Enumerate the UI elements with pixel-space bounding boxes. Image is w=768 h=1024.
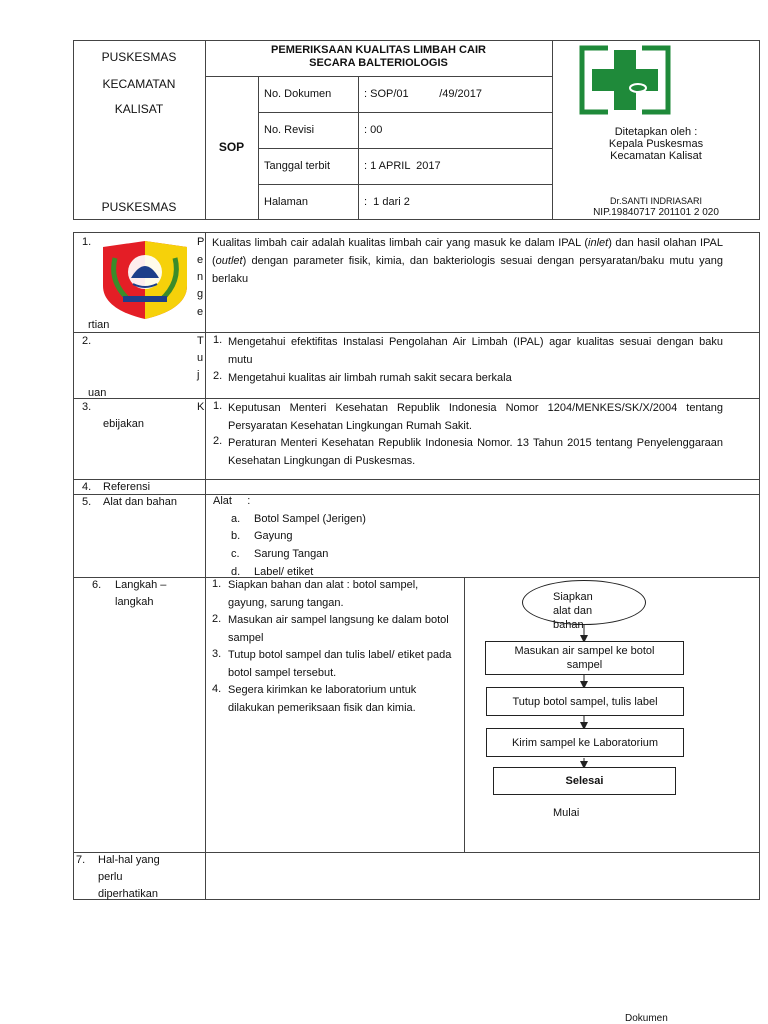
section-7-label-line1: Hal-hal yang — [98, 854, 160, 866]
step-2-text: Masukan air sampel langsung ke dalam botol sampel — [228, 614, 449, 644]
flow-step-1-box: Masukan air sampel ke botol sampel — [485, 641, 684, 675]
section-2-item-1-number: 1. — [213, 334, 223, 346]
meta-label-dokumen: No. Dokumen — [264, 88, 332, 100]
org-name-bottom: PUSKESMAS — [101, 200, 177, 214]
footer-text: Dokumen — [625, 1013, 668, 1024]
step-2-number: 2. — [212, 613, 222, 625]
section-5-label: Alat dan bahan — [103, 496, 178, 508]
section-3-label-tail: ebijakan — [103, 418, 144, 430]
signer-nip: NIP.19840717 201101 2 020 — [593, 207, 719, 218]
section-1-label-char-1: P — [197, 236, 205, 248]
section-1-label-char-3: n — [197, 271, 204, 283]
meta-row-line-3 — [258, 184, 552, 185]
section-5-intro: Alat : — [213, 495, 251, 507]
step-1-text: Siapkan bahan dan alat : botol sampel, gayung, sarung tangan. — [228, 579, 419, 609]
section-3-label-char: K — [197, 401, 205, 413]
section-2-item-2: Mengetahui kualitas air limbah rumah sakit secara berkala — [228, 372, 512, 384]
meta-value-revisi: : 00 — [364, 124, 383, 136]
step-4-number: 4. — [212, 683, 222, 695]
step-3-text: Tutup botol sampel dan tulis label/ etiket pada botol sampel tersebut. — [228, 649, 452, 679]
flow-end-box: Selesai — [493, 767, 676, 795]
section-2-number: 2. — [82, 335, 92, 347]
meta-label-halaman: Halaman — [264, 196, 309, 208]
document-title-line1: PEMERIKSAAN KUALITAS LIMBAH CAIR — [271, 44, 486, 56]
flow-step-2-box: Tutup botol sampel, tulis label — [486, 687, 684, 716]
org-name-line2: KECAMATAN — [102, 77, 176, 91]
section-6-label-line2: langkah — [115, 596, 154, 608]
sop-label: SOP — [218, 140, 245, 154]
section-2-item-1: Mengetahui efektifitas Instalasi Pengolahan Air Limbah (IPAL) agar kualitas sesuai dengan baku mutu — [228, 336, 723, 366]
section-3-item-1-number: 1. — [213, 400, 223, 412]
meta-value-tanggal: : 1 APRIL 2017 — [364, 160, 441, 172]
jember-crest-icon — [101, 240, 189, 320]
puskesmas-logo-icon — [578, 44, 672, 116]
section-4-number: 4. — [82, 481, 92, 493]
section-3-item-1: Keputusan Menteri Kesehatan Republik Indonesia Nomor 1204/MENKES/SK/X/2004 tentang Persyaratan Kesehatan Lingkungan Rumah Sakit. — [228, 402, 723, 432]
meta-label-tanggal: Tanggal terbit — [264, 160, 331, 172]
meta-value-halaman: : 1 dari 2 — [364, 196, 410, 208]
approval-line3: Kecamatan Kalisat — [610, 150, 702, 162]
org-name-line1: PUSKESMAS — [101, 50, 177, 64]
section-2-label-char-2: u — [197, 352, 204, 364]
section-7-number: 7. — [76, 854, 86, 866]
signer-name: Dr.SANTI INDRIASARI — [609, 196, 702, 206]
document-title-line2: SECARA BALTERIOLOGIS — [309, 57, 448, 69]
section-5-item-3-mark: c. — [231, 548, 240, 560]
meta-value-dokumen: : SOP/01 /49/2017 — [364, 88, 483, 100]
section-3-item-2-number: 2. — [213, 435, 223, 447]
flow-start-text: Siapkan alat dan bahan — [553, 591, 593, 631]
approval-line2: Kepala Puskesmas — [608, 138, 704, 150]
section-2-label-char-3: j — [197, 369, 200, 381]
flow-step-3-box: Kirim sampel ke Laboratorium — [486, 728, 684, 757]
section-1-label-tail: rtian — [88, 319, 110, 331]
section-5-item-1: Botol Sampel (Jerigen) — [254, 513, 366, 525]
section-1-label-char-5: e — [197, 306, 204, 318]
section-6-number: 6. — [92, 579, 102, 591]
section-4-label: Referensi — [103, 481, 151, 493]
meta-row-line-2 — [258, 148, 552, 149]
section-5-item-4-mark: d. — [231, 566, 241, 578]
section-3-item-2: Peraturan Menteri Kesehatan Republik Indonesia Nomor. 13 Tahun 2015 tentang Penyelenggaraan Kesehatan Lingkungan di Puskesmas. — [228, 437, 723, 467]
section-6-label-line1: Langkah – — [115, 579, 167, 591]
section-2-item-2-number: 2. — [213, 370, 223, 382]
flow-caption: Mulai — [553, 807, 580, 819]
section-2-label-char-1: T — [197, 335, 204, 347]
row-line-3 — [73, 479, 760, 480]
step-1-number: 1. — [212, 578, 222, 590]
section-5-item-2-mark: b. — [231, 530, 241, 542]
section-2-label-tail: uan — [88, 387, 107, 399]
section-7-label-line2: perlu — [98, 871, 123, 883]
row-line-6 — [73, 852, 760, 853]
section-1-label-char-2: e — [197, 254, 204, 266]
step-3-number: 3. — [212, 648, 222, 660]
section-5-item-3: Sarung Tangan — [254, 548, 329, 560]
section-7-label-line3: diperhatikan — [98, 888, 158, 900]
approval-line1: Ditetapkan oleh : — [614, 126, 698, 138]
meta-label-revisi: No. Revisi — [264, 124, 315, 136]
org-name-line3: KALISAT — [114, 102, 164, 116]
section-5-item-2: Gayung — [254, 530, 293, 542]
section-1-label-char-4: g — [197, 288, 204, 300]
step-4-text: Segera kirimkan ke laboratorium untuk dilakukan pemeriksaan fisik dan kimia. — [228, 684, 417, 714]
section-5-item-1-mark: a. — [231, 513, 241, 525]
section-1-text: Kualitas limbah cair adalah kualitas limbah cair yang masuk ke dalam IPAL (inlet) dan hasil olahan IPAL (outlet) dengan parameter fisik, kimia, dan bakteriologis sesuai dengan persyaratan/baku mutu yang berlaku — [212, 237, 723, 285]
section-3-number: 3. — [82, 401, 92, 413]
meta-row-line-1 — [258, 112, 552, 113]
section-5-item-4: Label/ etiket — [254, 566, 314, 578]
section-5-number: 5. — [82, 496, 92, 508]
section-1-number: 1. — [82, 236, 92, 248]
